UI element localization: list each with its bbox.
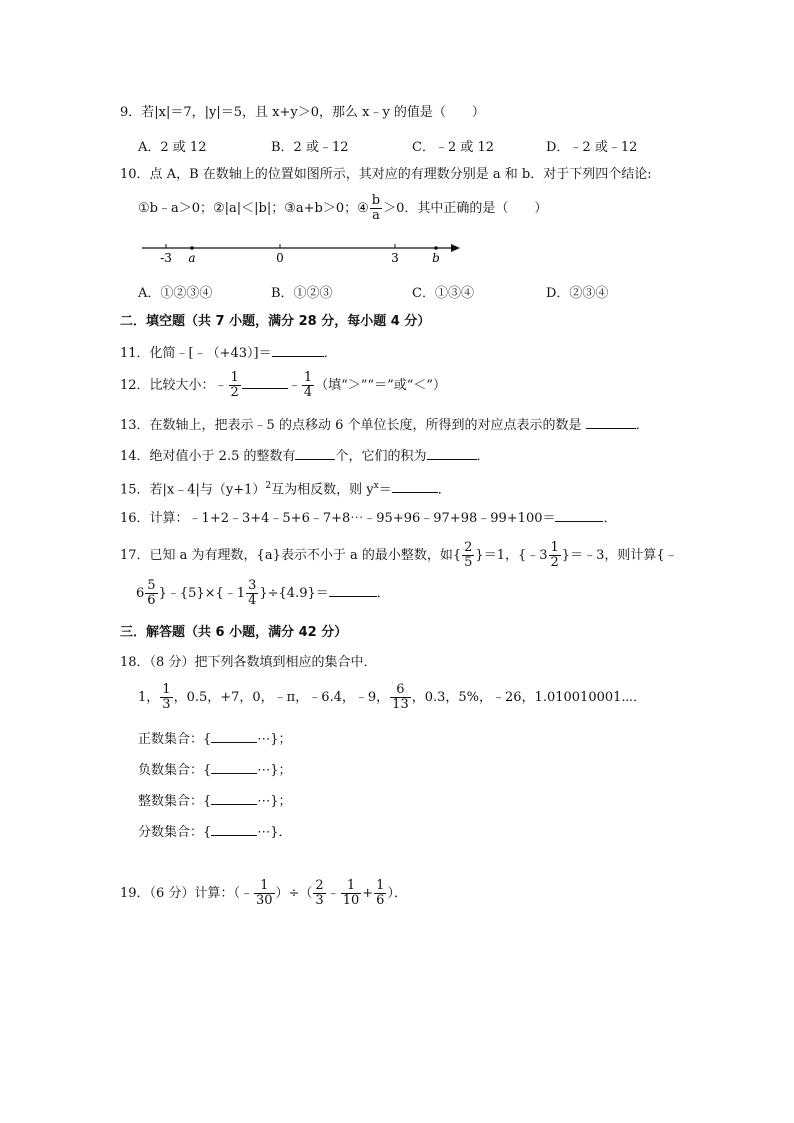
q12: 12．比较大小：﹣ $\frac{1}{2}$ ﹣ $\frac{1}{4}$ （填“＞”“＝”或“＜”） bbox=[120, 370, 447, 400]
q17-line2: 6 $\frac{5}{6}$ }﹣{5}×{﹣1 $\frac{3}{4}$ }÷{4.9}＝ ． bbox=[136, 578, 390, 608]
answer-blank bbox=[211, 792, 257, 805]
point-label-a: a bbox=[188, 251, 196, 265]
answer-blank bbox=[427, 447, 477, 460]
q18-set-positive: 正数集合：{ ⋯}； bbox=[138, 732, 292, 747]
answer-blank bbox=[295, 447, 335, 460]
section-3-heading: 三．解答题（共 6 小题，满分 42 分） bbox=[120, 625, 348, 640]
q11: 11．化简﹣[﹣（+43）]＝ ． bbox=[120, 346, 337, 361]
q10-option-b: B．①②③ bbox=[271, 286, 333, 301]
q10-option-a: A．①②③④ bbox=[138, 286, 213, 301]
q18-set-fraction: 分数集合：{ ⋯}． bbox=[138, 825, 292, 840]
q10-conditions bbox=[138, 194, 547, 224]
q18-set-negative: 负数集合：{ ⋯}； bbox=[138, 763, 292, 778]
answer-blank bbox=[586, 416, 636, 429]
q10-fraction: $\frac{b}{a}$ bbox=[371, 193, 381, 223]
point-label-b: b bbox=[432, 251, 440, 265]
tick-label-0: 0 bbox=[276, 251, 284, 265]
q9-stem: 9．若|x|＝7，|y|＝5，且 x+y＞0，那么 x﹣y 的值是（ ） bbox=[120, 105, 485, 120]
point-a bbox=[190, 246, 194, 250]
q14: 14．绝对值小于 2.5 的整数有 个，它们的积为 ． bbox=[120, 449, 490, 464]
q10-option-c: C．①③④ bbox=[412, 286, 474, 301]
point-b bbox=[434, 246, 438, 250]
q9-option-c: C．﹣2 或 12 bbox=[412, 140, 495, 155]
answer-blank bbox=[272, 344, 324, 357]
q13: 13．在数轴上，把表示﹣5 的点移动 6 个单位长度，所得到的对应点表示的数是 ． bbox=[120, 418, 649, 433]
q9-option-a: A．2 或 12 bbox=[138, 140, 207, 155]
q18-set-integer: 整数集合：{ ⋯}； bbox=[138, 794, 292, 809]
q9-option-b: B．2 或﹣12 bbox=[271, 140, 349, 155]
answer-blank bbox=[211, 761, 257, 774]
tick-label-neg3: -3 bbox=[160, 251, 172, 265]
number-line bbox=[140, 238, 465, 268]
q10-stem: 10．点 A，B 在数轴上的位置如图所示，其对应的有理数分别是 a 和 b．对于下列四个结论: bbox=[120, 167, 652, 182]
section-2-heading: 二．填空题（共 7 小题，满分 28 分，每小题 4 分） bbox=[120, 314, 431, 329]
number-line-arrow bbox=[451, 244, 460, 252]
answer-blank bbox=[392, 480, 438, 493]
tick-label-3: 3 bbox=[391, 251, 399, 265]
q19: 19．（6 分）计算：（﹣ $\frac{1}{30}$ ）÷（ $\frac{2}{3}$ ﹣ $\frac{1}{10}$ + $\frac{1}{6}$ ）． bbox=[120, 878, 407, 908]
q15: 15．若|x﹣4|与$(y+1)^2$互为相反数，则 $y^x=$ ． bbox=[120, 481, 451, 498]
answer-blank bbox=[329, 584, 377, 597]
answer-blank bbox=[211, 730, 257, 743]
q18-stem: 18．（8 分）把下列各数填到相应的集合中． bbox=[120, 655, 377, 670]
q10-conditions-a: ①b﹣a＞0；②|a|＜|b|；③a+b＞0；④ bbox=[138, 201, 369, 216]
q10-option-d: D．②③④ bbox=[546, 286, 609, 301]
q16: 16．计算：﹣1+2﹣3+4﹣5+6﹣7+8⋯﹣95+96﹣97+98﹣99+100＝ ． bbox=[120, 511, 617, 526]
q18-numbers: 1， $\frac{1}{3}$ ，0.5，+7，0，﹣π，﹣6.4，﹣9， $\frac{6}{13}$ ，0.3，5%，﹣26，1.010010001⋯． bbox=[138, 682, 647, 712]
answer-blank bbox=[555, 509, 603, 522]
q9-option-d: D．﹣2 或﹣12 bbox=[546, 140, 638, 155]
q17-line1: 17．已知 a 为有理数，{a}表示不小于 a 的最小整数，如{ $\frac{2}{5}$ }＝1，{﹣3 $\frac{1}{2}$ }＝﹣3，则计算{﹣ bbox=[120, 540, 678, 570]
q10-conditions-b: ＞0．其中正确的是（ ） bbox=[383, 201, 548, 216]
answer-blank bbox=[242, 376, 288, 389]
answer-blank bbox=[211, 823, 257, 836]
